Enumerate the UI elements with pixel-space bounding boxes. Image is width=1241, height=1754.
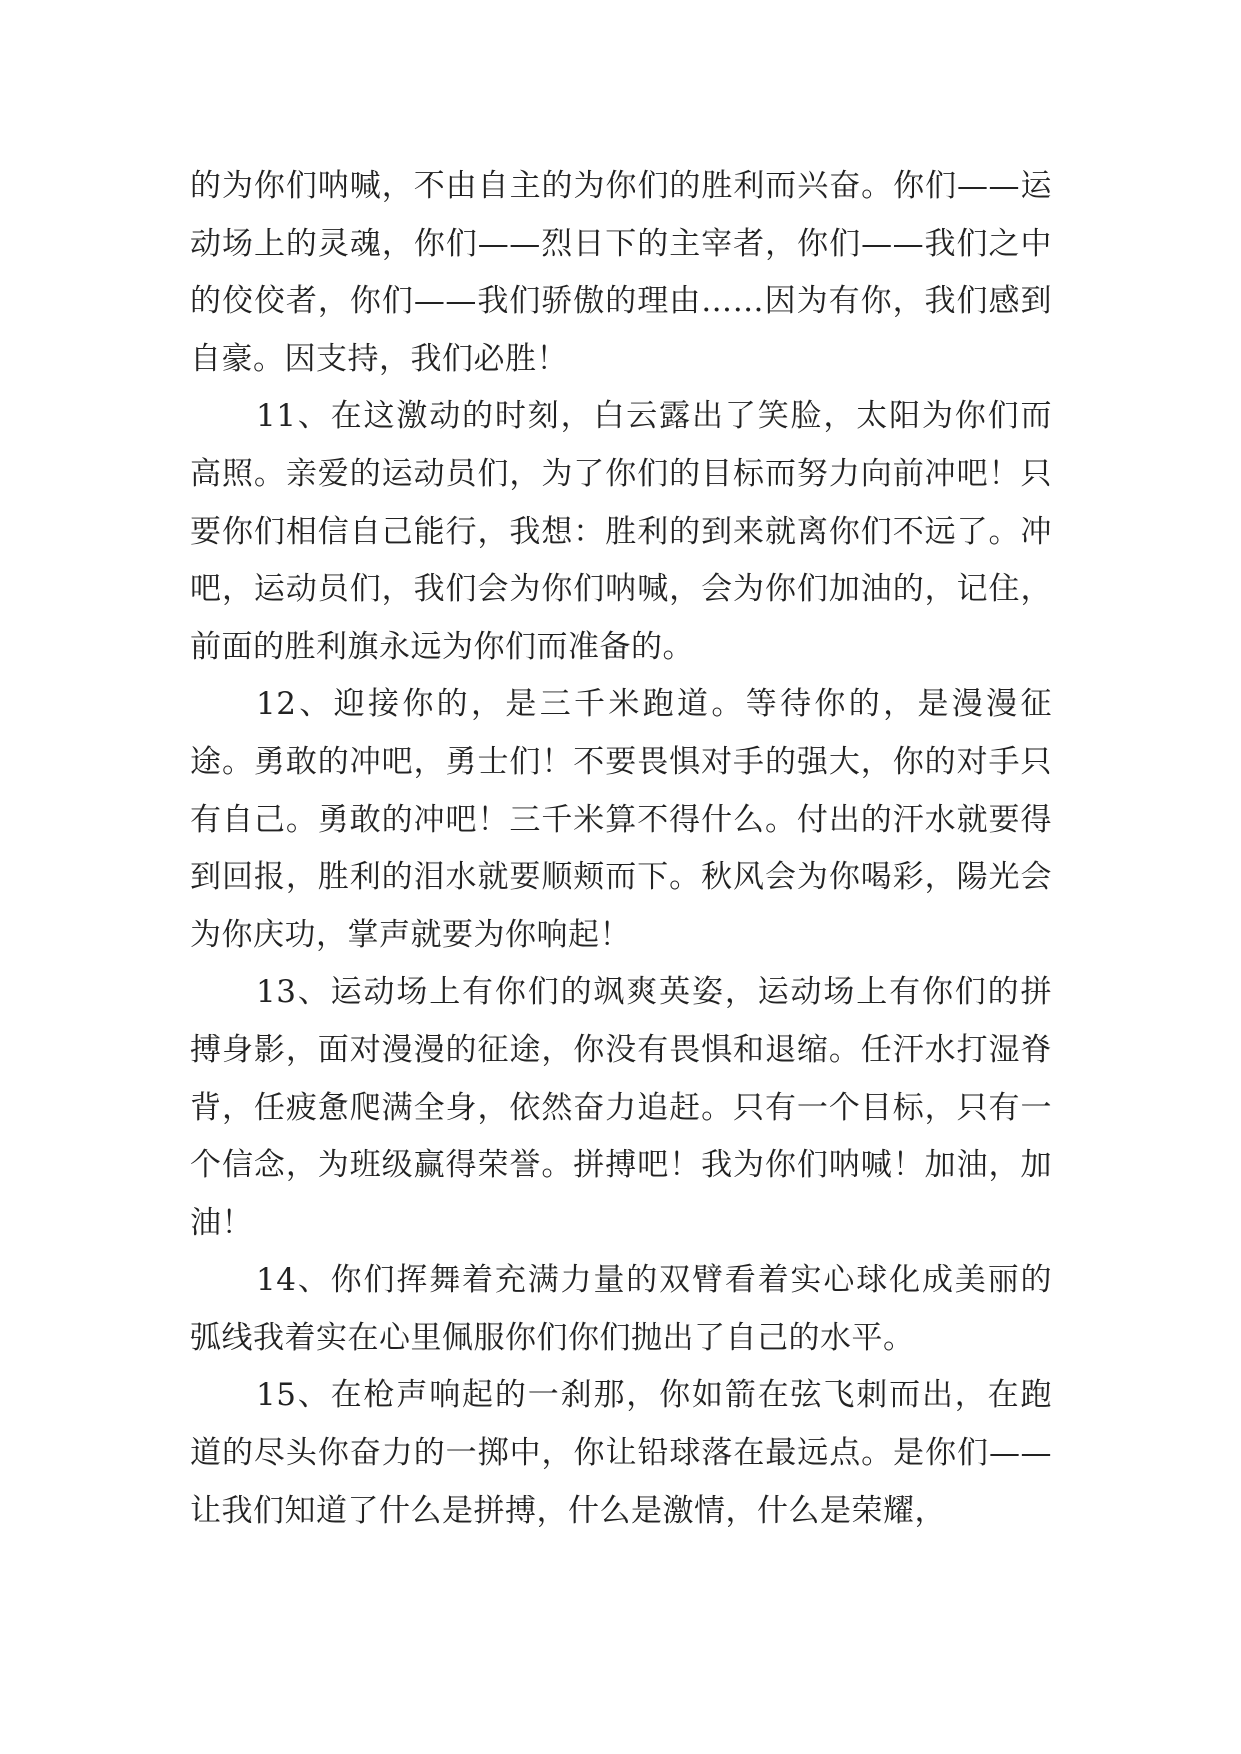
paragraph-15: 15、在枪声响起的一刹那，你如箭在弦飞刺而出，在跑道的尽头你奋力的一掷中，你让铅球落在最远点。是你们——让我们知道了什么是拼搏，什么是激情，什么是荣耀， (190, 1377, 1052, 1529)
paragraph-14: 14、你们挥舞着充满力量的双臂看着实心球化成美丽的弧线我着实在心里佩服你们你们抛出了自己的水平。 (190, 1262, 1052, 1356)
paragraph-continuation: 的为你们呐喊，不由自主的为你们的胜利而兴奋。你们——运动场上的灵魂，你们——烈日下的主宰者，你们——我们之中的佼佼者，你们——我们骄傲的理由……因为有你，我们感到自豪。因支持，我们必胜！ (190, 168, 1052, 377)
paragraph-12: 12、迎接你的，是三千米跑道。等待你的，是漫漫征途。勇敢的冲吧，勇士们！不要畏惧对手的强大，你的对手只有自己。勇敢的冲吧！三千米算不得什么。付出的汗水就要得到回报，胜利的泪水就要顺颊而下。秋风会为你喝彩，陽光会为你庆功，掌声就要为你响起！ (190, 686, 1052, 953)
paragraph-13: 13、运动场上有你们的飒爽英姿，运动场上有你们的拼搏身影，面对漫漫的征途，你没有畏惧和退缩。任汗水打湿脊背，任疲惫爬满全身，依然奋力追赶。只有一个目标，只有一个信念，为班级赢得荣誉。拼搏吧！我为你们呐喊！加油，加油！ (190, 974, 1052, 1241)
document-body (190, 158, 1052, 1540)
paragraph-11: 11、在这激动的时刻，白云露出了笑脸，太阳为你们而高照。亲爱的运动员们，为了你们的目标而努力向前冲吧！只要你们相信自己能行，我想：胜利的到来就离你们不远了。冲吧，运动员们，我们会为你们呐喊，会为你们加油的，记住，前面的胜利旗永远为你们而准备的。 (190, 398, 1052, 665)
